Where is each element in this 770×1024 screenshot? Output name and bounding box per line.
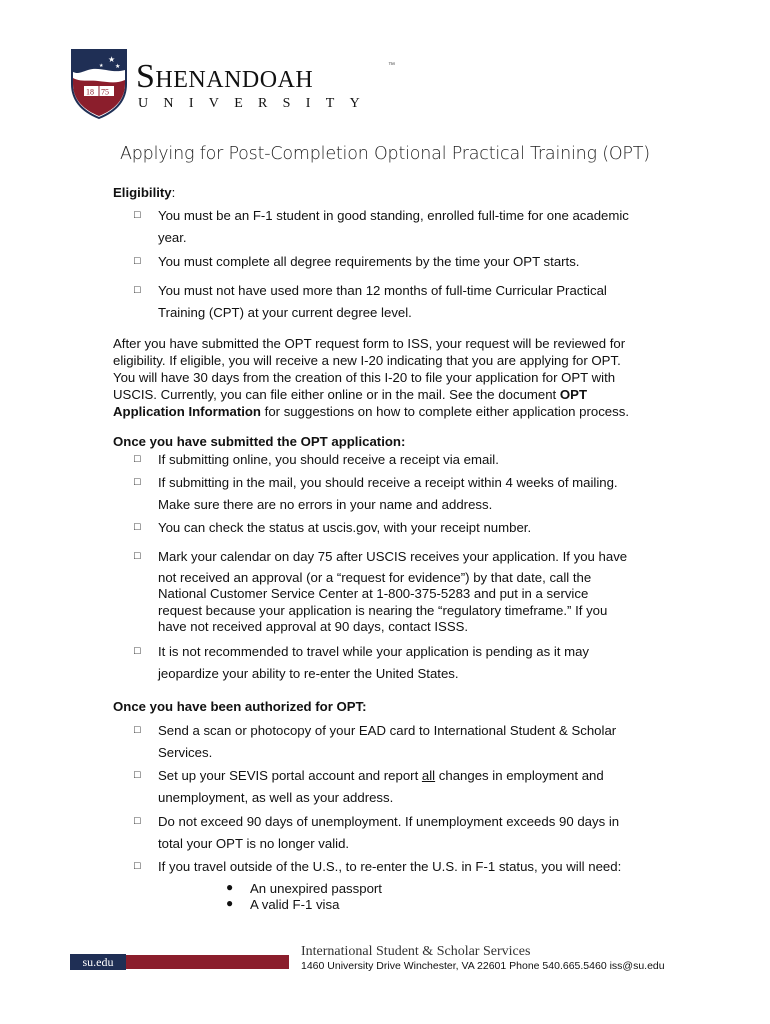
- university-logo: [70, 48, 400, 123]
- logo-subtitle: UNIVERSITY: [138, 96, 375, 111]
- checkbox-icon: □: [134, 255, 141, 267]
- checkbox-icon: □: [134, 476, 141, 488]
- requirement-bullet: A valid F-1 visa: [250, 897, 340, 912]
- eligibility-item: You must complete all degree requirements by the time your OPT starts.: [158, 254, 580, 269]
- submitted-heading: Once you have submitted the OPT application:: [113, 434, 406, 449]
- checkbox-icon: □: [134, 645, 141, 657]
- checkbox-icon: □: [134, 453, 141, 465]
- opt-process-paragraph: After you have submitted the OPT request form to ISS, your request will be reviewed for eligibility. If eligible, you will receive a new I-20 indicating that you are applying for OPT. You will have 30 days from the creation of this I-20 to file your application for OPT with USCIS. Currently, you can file either online or in the mail. See the document OPT Application Information for suggestions on how to complete either application process.: [113, 336, 629, 419]
- checkbox-icon: □: [134, 769, 141, 781]
- logo-year-right: 75: [101, 87, 109, 97]
- checkbox-icon: □: [134, 521, 141, 533]
- eligibility-heading: Eligibility:: [113, 185, 176, 200]
- submitted-item: It is not recommended to travel while your application is pending as it may jeopardize your ability to re-enter the United States.: [158, 644, 590, 681]
- footer-organization: International Student & Scholar Services: [301, 944, 531, 959]
- authorized-item: Send a scan or photocopy of your EAD card to International Student & Scholar Services.: [158, 723, 617, 760]
- eligibility-item: You must be an F-1 student in good standing, enrolled full-time for one academic year.: [158, 208, 629, 245]
- logo-year-left: 18: [86, 87, 94, 97]
- opt-doc-name: OPT: [559, 387, 587, 402]
- checkbox-icon: □: [134, 815, 141, 827]
- page-title: Applying for Post-Completion Optional Practical Training (OPT): [120, 144, 650, 164]
- svg-text:★: ★: [99, 63, 104, 69]
- checkbox-icon: □: [134, 209, 141, 221]
- logo-trademark: ™: [388, 62, 395, 69]
- submitted-item: Mark your calendar on day 75 after USCIS receives your application. If you have not received an approval (or a “request for evidence”) by that date, call the National Customer Service Center at 1-800-375-5283 and put in a service request because your application is nearing the “regulatory timeframe.” If you have not received approval at 90 days, contact ISSS.: [158, 549, 628, 634]
- footer-address: 1460 University Drive Winchester, VA 22601 Phone 540.665.5460 iss@su.edu: [301, 960, 665, 972]
- shield-crest-icon: [70, 48, 128, 120]
- submitted-item: If submitting online, you should receive a receipt via email.: [158, 452, 499, 467]
- checkbox-icon: □: [134, 284, 141, 296]
- opt-doc-name: Application Information: [113, 404, 261, 419]
- submitted-item: You can check the status at uscis.gov, with your receipt number.: [158, 520, 532, 535]
- checkbox-icon: □: [134, 550, 141, 562]
- eligibility-item: You must not have used more than 12 months of full-time Curricular Practical Training (CPT) at your current degree level.: [158, 283, 607, 320]
- submitted-item: If submitting in the mail, you should receive a receipt within 4 weeks of mailing. Make sure there are no errors in your name and address.: [158, 475, 618, 512]
- footer-url[interactable]: su.edu: [82, 955, 114, 969]
- bullet-icon: ●: [226, 896, 234, 910]
- authorized-item: If you travel outside of the U.S., to re-enter the U.S. in F-1 status, you will need:: [158, 859, 622, 874]
- svg-text:★: ★: [115, 63, 121, 70]
- checkbox-icon: □: [134, 860, 141, 872]
- svg-text:★: ★: [108, 55, 116, 64]
- authorized-item: Set up your SEVIS portal account and report all changes in employment and unemployment, as well as your address.: [158, 768, 604, 805]
- bullet-icon: ●: [226, 880, 234, 894]
- requirement-bullet: An unexpired passport: [250, 881, 382, 896]
- logo-wordmark: Shenandoah: [136, 58, 314, 95]
- authorized-item: Do not exceed 90 days of unemployment. If unemployment exceeds 90 days in total your OPT is no longer valid.: [158, 814, 620, 851]
- authorized-heading: Once you have been authorized for OPT:: [113, 699, 367, 714]
- checkbox-icon: □: [134, 724, 141, 736]
